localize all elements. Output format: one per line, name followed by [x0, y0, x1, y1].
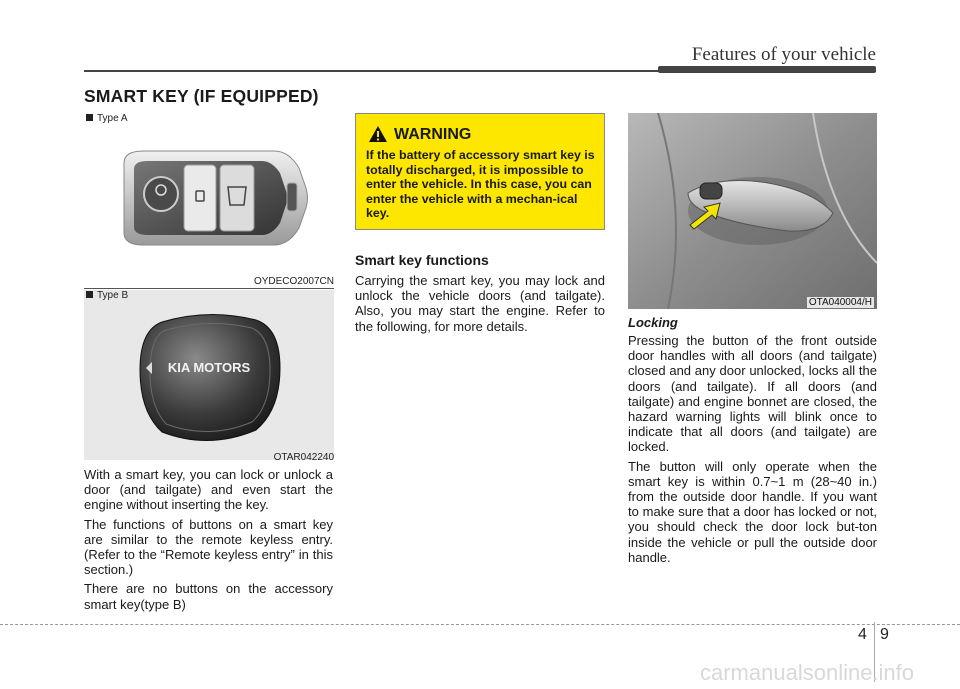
- footer-dashed-line: [0, 624, 960, 625]
- figure-code-door: OTA040004/H: [808, 297, 872, 308]
- paragraph: Carrying the smart key, you may lock and unlock the vehicle doors (and tailgate). Also, you may start the engine. Refer to the following, for more details.: [355, 273, 605, 334]
- warning-triangle-icon: [368, 125, 388, 143]
- warning-box: [355, 113, 605, 230]
- figure-divider: [84, 288, 334, 289]
- figure-label-type-b: Type B: [86, 290, 128, 301]
- page-number: 9: [880, 626, 889, 643]
- section-subtitle: Smart key functions: [355, 252, 489, 268]
- square-bullet-icon: [86, 291, 93, 298]
- chapter-number: 4: [858, 626, 867, 643]
- paragraph: The button will only operate when the smart key is within 0.7~1 m (28~40 in.) from the outside door handle. If you want to make sure that a door has locked or not, you should check the door lock but-ton inside the vehicle or pull the outside door handle.: [628, 458, 877, 565]
- paragraph: The functions of buttons on a smart key are similar to the remote keyless entry. (Refer to the “Remote keyless entry” in this section.): [84, 516, 333, 578]
- header-section-title: Features of your vehicle: [691, 44, 876, 65]
- figure-type-a: [84, 113, 334, 273]
- figure-type-b: [84, 290, 334, 460]
- smart-key-functions-text: [355, 273, 605, 338]
- figure-code-type-b: OTAR042240: [273, 452, 334, 463]
- paragraph: Pressing the button of the front outside door handles with all doors (and tailgate) closed and any door unlocked, locks all the doors (and tailgate). If all doors (and tailgate) and engine bonnet are closed, the hazard warning lights will blink once to indicate that all doors (and tailgate) are locked.: [628, 333, 877, 455]
- paragraph: With a smart key, you can lock or unlock a door (and tailgate) and even start the engine without inserting the key.: [84, 467, 333, 513]
- warning-text: If the battery of accessory smart key is totally discharged, it is impossible to enter the vehicle. In this case, you can enter the vehicle with a mechan-ical key.: [366, 148, 595, 221]
- paragraph: There are no buttons on the accessory smart key(type B): [84, 581, 333, 612]
- smart-key-type-b-image: [84, 290, 334, 460]
- locking-subtitle: Locking: [628, 315, 678, 330]
- left-column-text: [84, 467, 333, 616]
- smart-key-type-a-image: [84, 113, 334, 273]
- locking-text: [628, 333, 877, 569]
- door-handle-image: [628, 113, 877, 309]
- kia-logo-text: KIA MOTORS: [167, 360, 251, 375]
- watermark: carmanualsonline.info: [700, 660, 915, 685]
- figure-door-handle: [628, 113, 877, 309]
- warning-title: WARNING: [394, 126, 472, 143]
- page-title: SMART KEY (IF EQUIPPED): [84, 86, 319, 106]
- figure-code-type-a: OYDECO2007CN: [253, 276, 334, 287]
- figure-label-type-a: Type A: [86, 113, 128, 124]
- header-rule-bar: [658, 66, 876, 73]
